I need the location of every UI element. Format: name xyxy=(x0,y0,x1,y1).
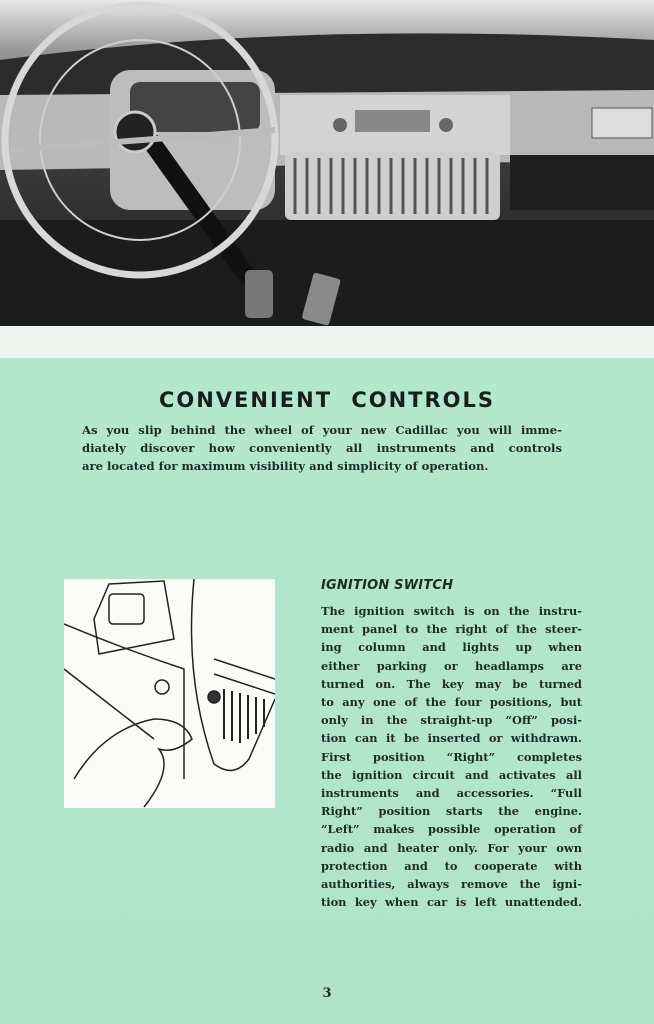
section-title: IGNITION SWITCH xyxy=(321,578,454,593)
dashboard-photo xyxy=(0,0,654,326)
body-line: protection and to cooperate with xyxy=(321,858,582,873)
body-line: tion can it be inserted or withdrawn. xyxy=(321,731,582,746)
body-line: ing column and lights up when xyxy=(321,640,582,655)
body-line: authorities, always remove the igni- xyxy=(321,877,582,892)
body-line: radio and heater only. For your own xyxy=(321,840,582,855)
body-line: turned on. The key may be turned xyxy=(321,676,582,691)
body-line: tion key when car is left unattended. xyxy=(321,895,582,910)
body-line: Right” position starts the engine. xyxy=(321,804,582,819)
body-line: to any one of the four positions, but xyxy=(321,695,582,710)
body-line: The ignition switch is on the instru- xyxy=(321,604,582,618)
section-body xyxy=(321,602,582,911)
ignition-illustration xyxy=(64,579,275,808)
page-number: 3 xyxy=(322,986,332,1001)
photo-border xyxy=(0,326,654,358)
intro-line: are located for maximum visibility and simplicity of operation. xyxy=(82,459,489,473)
body-line: either parking or headlamps are xyxy=(321,658,582,673)
body-line: only in the straight-up “Off” posi- xyxy=(321,713,582,728)
intro-paragraph xyxy=(82,421,562,475)
body-line: “Left” makes possible operation of xyxy=(321,822,582,837)
body-line: First position “Right” completes xyxy=(321,749,582,764)
page-title: CONVENIENT CONTROLS xyxy=(158,388,496,412)
body-line: ment panel to the right of the steer- xyxy=(321,622,582,637)
intro-line: diately discover how conveniently all instruments and controls xyxy=(82,441,562,455)
body-line: instruments and accessories. “Full xyxy=(321,786,582,801)
body-line: the ignition circuit and activates all xyxy=(321,767,582,782)
intro-line: As you slip behind the wheel of your new Cadillac you will imme- xyxy=(82,423,562,437)
